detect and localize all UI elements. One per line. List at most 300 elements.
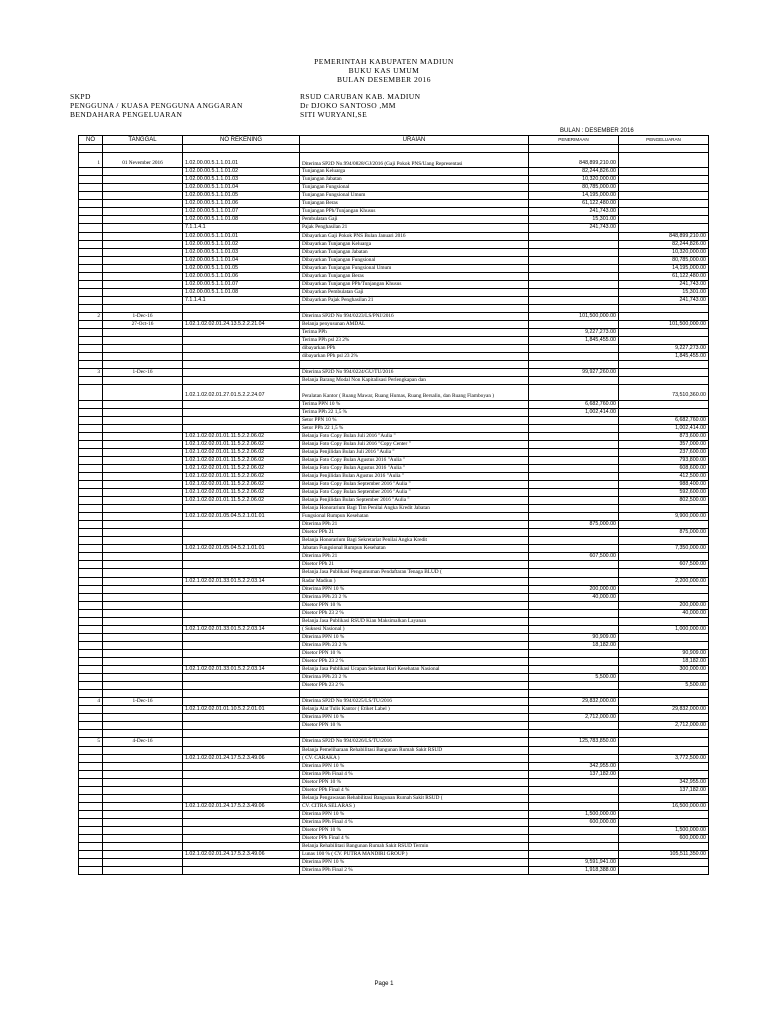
row-tanggal: 1-Dec-16 bbox=[103, 369, 183, 377]
row-tanggal bbox=[103, 416, 183, 424]
row-tanggal bbox=[103, 553, 183, 561]
table-row bbox=[79, 730, 709, 738]
row-pengeluaran: 16,500,000.00 bbox=[619, 802, 709, 810]
row-no bbox=[79, 456, 103, 464]
row-rekening bbox=[183, 521, 300, 529]
row-tanggal bbox=[103, 770, 183, 778]
row-pengeluaran bbox=[619, 521, 709, 529]
row-no bbox=[79, 641, 103, 649]
row-penerimaan: 875,000.00 bbox=[529, 521, 619, 529]
row-uraian bbox=[300, 145, 529, 153]
row-rekening: 1.02.00.00.5.1.1.01.01 bbox=[183, 232, 300, 240]
row-no bbox=[79, 649, 103, 657]
row-tanggal bbox=[103, 521, 183, 529]
row-penerimaan bbox=[529, 256, 619, 264]
row-rekening: 1.02.00.00.5.1.1.01.04 bbox=[183, 184, 300, 192]
row-uraian: Diterima PPh 21 bbox=[300, 521, 529, 529]
row-rekening bbox=[183, 561, 300, 569]
row-penerimaan bbox=[529, 240, 619, 248]
row-tanggal bbox=[103, 400, 183, 408]
row-pengeluaran bbox=[619, 593, 709, 601]
row-pengeluaran: 14,195,000.00 bbox=[619, 264, 709, 272]
row-pengeluaran: 137,182.00 bbox=[619, 786, 709, 794]
row-rekening bbox=[183, 505, 300, 513]
row-tanggal bbox=[103, 843, 183, 851]
row-uraian: Diterima SP2D No 994/0226/LS/TU/2016 bbox=[300, 738, 529, 746]
row-tanggal: 1-Dec-16 bbox=[103, 312, 183, 320]
row-pengeluaran: 80,785,000.00 bbox=[619, 256, 709, 264]
row-penerimaan bbox=[529, 321, 619, 329]
table-row bbox=[79, 786, 709, 794]
table-row bbox=[79, 208, 709, 216]
row-tanggal bbox=[103, 304, 183, 312]
row-pengeluaran bbox=[619, 810, 709, 818]
table-row bbox=[79, 545, 709, 553]
row-uraian: Terima PPN 10 % bbox=[300, 400, 529, 408]
row-penerimaan bbox=[529, 786, 619, 794]
row-tanggal bbox=[103, 280, 183, 288]
row-uraian: Belanja Alat Tulis Kantor ( Etiket Label ) bbox=[300, 706, 529, 714]
row-tanggal bbox=[103, 714, 183, 722]
row-uraian: Belanja Barang Modal Non Kapitalisasi Perlengkapan dan bbox=[300, 377, 529, 385]
row-penerimaan: 200,000.00 bbox=[529, 585, 619, 593]
row-rekening: 1.02.1.02.02.01.24.17.5.2.3.49.06 bbox=[183, 851, 300, 859]
row-tanggal bbox=[103, 690, 183, 698]
row-no bbox=[79, 859, 103, 867]
row-tanggal bbox=[103, 810, 183, 818]
row-rekening bbox=[183, 690, 300, 698]
row-no bbox=[79, 345, 103, 353]
row-tanggal bbox=[103, 361, 183, 369]
row-uraian: Diterima PPh 23 2 % bbox=[300, 641, 529, 649]
row-tanggal bbox=[103, 609, 183, 617]
row-penerimaan bbox=[529, 272, 619, 280]
row-rekening: 1.02.1.02.02.01.01.11.5.2.2.06.02 bbox=[183, 480, 300, 488]
row-uraian: Dibayarkan Tunjangan Fungsional Umum bbox=[300, 264, 529, 272]
row-rekening: 1.02.1.02.02.01.01.11.5.2.2.06.02 bbox=[183, 440, 300, 448]
row-penerimaan bbox=[529, 577, 619, 585]
row-uraian: Tunjangan Fungsional bbox=[300, 184, 529, 192]
table-row bbox=[79, 416, 709, 424]
row-rekening bbox=[183, 770, 300, 778]
table-row bbox=[79, 216, 709, 224]
row-penerimaan: 18,182.00 bbox=[529, 641, 619, 649]
row-pengeluaran: 300,000.00 bbox=[619, 666, 709, 674]
row-penerimaan bbox=[529, 304, 619, 312]
row-penerimaan bbox=[529, 601, 619, 609]
table-row bbox=[79, 464, 709, 472]
row-no bbox=[79, 489, 103, 497]
row-rekening bbox=[183, 312, 300, 320]
row-pengeluaran: 73,510,360.00 bbox=[619, 385, 709, 400]
row-no: 3 bbox=[79, 369, 103, 377]
table-row bbox=[79, 802, 709, 810]
row-pengeluaran: 90,909.00 bbox=[619, 649, 709, 657]
table-row bbox=[79, 778, 709, 786]
row-pengeluaran: 873,600.00 bbox=[619, 432, 709, 440]
row-no bbox=[79, 472, 103, 480]
row-no: 5 bbox=[79, 738, 103, 746]
row-penerimaan bbox=[529, 658, 619, 666]
row-no bbox=[79, 256, 103, 264]
row-no bbox=[79, 385, 103, 400]
row-no bbox=[79, 296, 103, 304]
table-row bbox=[79, 505, 709, 513]
row-pengeluaran: 61,122,480.00 bbox=[619, 272, 709, 280]
table-row bbox=[79, 145, 709, 153]
row-tanggal bbox=[103, 722, 183, 730]
row-tanggal bbox=[103, 826, 183, 834]
row-tanggal bbox=[103, 489, 183, 497]
table-row bbox=[79, 674, 709, 682]
row-pengeluaran: 40,000.00 bbox=[619, 609, 709, 617]
row-no bbox=[79, 802, 103, 810]
row-penerimaan: 1,002,414.00 bbox=[529, 408, 619, 416]
row-uraian: Disetor PPh Final 4 % bbox=[300, 786, 529, 794]
row-rekening bbox=[183, 722, 300, 730]
row-penerimaan bbox=[529, 377, 619, 385]
row-uraian: Disetor PPN 10 % bbox=[300, 649, 529, 657]
row-pengeluaran bbox=[619, 184, 709, 192]
row-uraian bbox=[300, 730, 529, 738]
table-row bbox=[79, 232, 709, 240]
row-rekening: 1.02.00.00.5.1.1.01.02 bbox=[183, 168, 300, 176]
row-no bbox=[79, 176, 103, 184]
row-no bbox=[79, 770, 103, 778]
row-penerimaan bbox=[529, 448, 619, 456]
row-rekening bbox=[183, 609, 300, 617]
row-uraian: ( Suksesi Nasional ) bbox=[300, 625, 529, 633]
row-no bbox=[79, 762, 103, 770]
row-pengeluaran bbox=[619, 192, 709, 200]
row-uraian: Pajak Penghasilan 21 bbox=[300, 224, 529, 232]
row-pengeluaran bbox=[619, 224, 709, 232]
col-no-rekening: NO REKENING bbox=[183, 136, 300, 145]
col-penerimaan: PENERIMAAN bbox=[529, 136, 619, 145]
row-tanggal bbox=[103, 288, 183, 296]
row-pengeluaran bbox=[619, 176, 709, 184]
row-tanggal bbox=[103, 577, 183, 585]
row-pengeluaran: 848,899,210.00 bbox=[619, 232, 709, 240]
row-rekening bbox=[183, 714, 300, 722]
row-uraian: Tunjangan PPh/Tunjangan Khusus bbox=[300, 208, 529, 216]
row-tanggal: 4-Dec-16 bbox=[103, 738, 183, 746]
row-uraian: Dibayarkan Pembulatan Gaji bbox=[300, 288, 529, 296]
table-row bbox=[79, 633, 709, 641]
row-no bbox=[79, 192, 103, 200]
row-no bbox=[79, 529, 103, 537]
table-row bbox=[79, 851, 709, 859]
row-rekening bbox=[183, 835, 300, 843]
row-rekening: 1.02.00.00.5.1.1.01.02 bbox=[183, 240, 300, 248]
table-row bbox=[79, 472, 709, 480]
row-uraian: Tunjangan Jabatan bbox=[300, 176, 529, 184]
row-no bbox=[79, 818, 103, 826]
row-uraian: Belanja Penjilidan Bulan September 2016 "Aulia " bbox=[300, 497, 529, 505]
row-uraian: Belanja Rehabilitasi Bangunan Rumah Sakit RSUD Termin bbox=[300, 843, 529, 851]
row-no bbox=[79, 232, 103, 240]
row-penerimaan bbox=[529, 843, 619, 851]
row-rekening bbox=[183, 658, 300, 666]
row-no bbox=[79, 248, 103, 256]
row-pengeluaran: 2,200,000.00 bbox=[619, 577, 709, 585]
row-penerimaan: 61,122,480.00 bbox=[529, 200, 619, 208]
row-tanggal bbox=[103, 641, 183, 649]
row-uraian: Diterima PPN 10 % bbox=[300, 714, 529, 722]
row-pengeluaran bbox=[619, 168, 709, 176]
row-penerimaan bbox=[529, 264, 619, 272]
table-row bbox=[79, 304, 709, 312]
row-no bbox=[79, 714, 103, 722]
row-pengeluaran: 1,845,455.00 bbox=[619, 353, 709, 361]
row-pengeluaran bbox=[619, 369, 709, 377]
row-penerimaan bbox=[529, 537, 619, 545]
row-rekening bbox=[183, 762, 300, 770]
row-penerimaan bbox=[529, 440, 619, 448]
row-penerimaan bbox=[529, 682, 619, 690]
row-tanggal bbox=[103, 537, 183, 545]
row-uraian: Radar Madiun ) bbox=[300, 577, 529, 585]
row-tanggal bbox=[103, 778, 183, 786]
row-uraian: Dibayarkan Tunjangan PPh/Tunjangan Khusus bbox=[300, 280, 529, 288]
row-penerimaan: 125,783,850.00 bbox=[529, 738, 619, 746]
meta-value-bendahara: SITI WURYANI,SE bbox=[300, 110, 368, 119]
table-row bbox=[79, 288, 709, 296]
row-no bbox=[79, 448, 103, 456]
row-rekening: 1.02.1.02.02.01.01.11.5.2.2.06.02 bbox=[183, 432, 300, 440]
row-penerimaan: 99,927,260.00 bbox=[529, 369, 619, 377]
row-no bbox=[79, 867, 103, 875]
table-row bbox=[79, 408, 709, 416]
row-no bbox=[79, 424, 103, 432]
row-rekening bbox=[183, 738, 300, 746]
row-penerimaan bbox=[529, 706, 619, 714]
row-no bbox=[79, 786, 103, 794]
row-pengeluaran bbox=[619, 730, 709, 738]
row-rekening: 1.02.1.02.02.01.33.01.5.2.2.03.14 bbox=[183, 625, 300, 633]
row-rekening bbox=[183, 843, 300, 851]
row-pengeluaran bbox=[619, 690, 709, 698]
row-pengeluaran: 82,244,826.00 bbox=[619, 240, 709, 248]
row-rekening: 1.02.1.02.02.01.01.10.5.2.2.01.01 bbox=[183, 706, 300, 714]
row-penerimaan: 5,500.00 bbox=[529, 674, 619, 682]
row-uraian: Peralatan Kantor ( Ruang Mawar, Ruang Humas, Ruang Bersalin, dan Ruang Flamboyan ) bbox=[300, 385, 529, 400]
row-pengeluaran: 105,511,350.00 bbox=[619, 851, 709, 859]
row-pengeluaran: 6,682,760.00 bbox=[619, 416, 709, 424]
row-tanggal bbox=[103, 625, 183, 633]
row-pengeluaran bbox=[619, 714, 709, 722]
row-penerimaan bbox=[529, 505, 619, 513]
row-penerimaan: 15,301.00 bbox=[529, 216, 619, 224]
row-rekening bbox=[183, 353, 300, 361]
meta-label-pengguna: PENGGUNA / KUASA PENGGUNA ANGGARAN bbox=[70, 101, 243, 110]
row-uraian: Diterima SP2D No 994/0223/LS/PNJ/2016 bbox=[300, 312, 529, 320]
table-row bbox=[79, 658, 709, 666]
row-rekening: 1.02.1.02.02.01.01.11.5.2.2.06.02 bbox=[183, 497, 300, 505]
row-penerimaan: 1,918,388.00 bbox=[529, 867, 619, 875]
row-no bbox=[79, 593, 103, 601]
row-no bbox=[79, 746, 103, 754]
table-row bbox=[79, 400, 709, 408]
row-pengeluaran: 101,500,000.00 bbox=[619, 321, 709, 329]
row-uraian: Dibayarkan Tunjangan Beras bbox=[300, 272, 529, 280]
table-row bbox=[79, 609, 709, 617]
row-no bbox=[79, 224, 103, 232]
row-rekening bbox=[183, 746, 300, 754]
meta-label-bendahara: BENDAHARA PENGELUARAN bbox=[70, 110, 183, 119]
row-rekening bbox=[183, 818, 300, 826]
table-row bbox=[79, 738, 709, 746]
row-pengeluaran: 3,772,500.00 bbox=[619, 754, 709, 762]
row-no bbox=[79, 432, 103, 440]
row-tanggal bbox=[103, 472, 183, 480]
table-row bbox=[79, 706, 709, 714]
row-penerimaan: 82,244,826.00 bbox=[529, 168, 619, 176]
meta-label-skpd: SKPD bbox=[70, 92, 91, 101]
col-no: NO bbox=[79, 136, 103, 145]
row-uraian: Belanja Foto Copy Bulan September 2016 "Aulia " bbox=[300, 480, 529, 488]
table-row bbox=[79, 312, 709, 320]
row-pengeluaran bbox=[619, 674, 709, 682]
row-penerimaan bbox=[529, 248, 619, 256]
row-no bbox=[79, 617, 103, 625]
row-uraian: Diterima PPh 23 2 % bbox=[300, 674, 529, 682]
table-row bbox=[79, 617, 709, 625]
table-row bbox=[79, 337, 709, 345]
row-pengeluaran bbox=[619, 867, 709, 875]
table-row bbox=[79, 200, 709, 208]
row-penerimaan: 6,682,760.00 bbox=[529, 400, 619, 408]
row-rekening bbox=[183, 859, 300, 867]
row-pengeluaran bbox=[619, 746, 709, 754]
row-no bbox=[79, 216, 103, 224]
table-row bbox=[79, 361, 709, 369]
row-penerimaan bbox=[529, 802, 619, 810]
row-tanggal bbox=[103, 529, 183, 537]
table-row bbox=[79, 184, 709, 192]
row-no bbox=[79, 272, 103, 280]
table-row bbox=[79, 432, 709, 440]
row-rekening: 1.02.1.02.02.01.01.11.5.2.2.06.02 bbox=[183, 489, 300, 497]
row-rekening: 1.02.1.02.02.01.01.11.5.2.2.06.02 bbox=[183, 464, 300, 472]
row-pengeluaran bbox=[619, 859, 709, 867]
row-pengeluaran bbox=[619, 641, 709, 649]
row-pengeluaran: 357,000.00 bbox=[619, 440, 709, 448]
row-tanggal bbox=[103, 345, 183, 353]
row-tanggal bbox=[103, 200, 183, 208]
row-pengeluaran bbox=[619, 408, 709, 416]
row-penerimaan bbox=[529, 280, 619, 288]
page-footer: Page 1 bbox=[374, 981, 394, 987]
row-penerimaan bbox=[529, 617, 619, 625]
row-tanggal bbox=[103, 408, 183, 416]
row-no bbox=[79, 682, 103, 690]
table-row bbox=[79, 649, 709, 657]
header-line-3: BULAN DESEMBER 2016 bbox=[336, 75, 432, 84]
row-uraian: Disetor PPh 23 2 % bbox=[300, 682, 529, 690]
row-rekening: 1.02.00.00.5.1.1.01.05 bbox=[183, 264, 300, 272]
table-row bbox=[79, 843, 709, 851]
row-no bbox=[79, 168, 103, 176]
table-header-row bbox=[79, 136, 709, 145]
row-penerimaan bbox=[529, 826, 619, 834]
table-row bbox=[79, 569, 709, 577]
row-rekening bbox=[183, 377, 300, 385]
table-row bbox=[79, 762, 709, 770]
row-uraian: Jabatan Fungsional Rumpun Kesehatan bbox=[300, 545, 529, 553]
row-uraian: Terima PPh psl 23 2% bbox=[300, 337, 529, 345]
row-tanggal bbox=[103, 176, 183, 184]
row-pengeluaran: 241,743.00 bbox=[619, 296, 709, 304]
row-penerimaan bbox=[529, 609, 619, 617]
row-tanggal: 1-Dec-16 bbox=[103, 698, 183, 706]
row-uraian: Belanja Penjilidan Bulan Juli 2016 "Aulia " bbox=[300, 448, 529, 456]
row-rekening bbox=[183, 698, 300, 706]
table-row bbox=[79, 329, 709, 337]
row-no bbox=[79, 408, 103, 416]
row-tanggal bbox=[103, 835, 183, 843]
row-uraian: Belanja Pemeliharaan Rehabilitasi Bangunan Rumah Sakit RSUD bbox=[300, 746, 529, 754]
row-uraian: Belanja Foto Copy Bulan Agustus 2016 "Aulia " bbox=[300, 464, 529, 472]
row-uraian: Terima PPh 22 1,5 % bbox=[300, 408, 529, 416]
row-rekening bbox=[183, 601, 300, 609]
ledger-table bbox=[78, 135, 709, 875]
row-tanggal bbox=[103, 385, 183, 400]
row-tanggal bbox=[103, 601, 183, 609]
row-rekening bbox=[183, 569, 300, 577]
row-no: 4 bbox=[79, 698, 103, 706]
row-tanggal bbox=[103, 754, 183, 762]
row-tanggal bbox=[103, 746, 183, 754]
row-no bbox=[79, 377, 103, 385]
table-row bbox=[79, 859, 709, 867]
row-pengeluaran: 1,002,414.00 bbox=[619, 424, 709, 432]
row-pengeluaran: 802,500.00 bbox=[619, 497, 709, 505]
row-uraian: Belanja Honorarium Bagi Sekretariat Penilai Angka Kredit bbox=[300, 537, 529, 545]
row-no bbox=[79, 264, 103, 272]
row-penerimaan: 40,000.00 bbox=[529, 593, 619, 601]
table-row bbox=[79, 345, 709, 353]
row-tanggal bbox=[103, 480, 183, 488]
row-pengeluaran bbox=[619, 698, 709, 706]
row-uraian: Dibayarkan Pajak Penghasilan 21 bbox=[300, 296, 529, 304]
row-tanggal bbox=[103, 424, 183, 432]
row-rekening bbox=[183, 400, 300, 408]
row-pengeluaran: 5,500.00 bbox=[619, 682, 709, 690]
row-uraian bbox=[300, 304, 529, 312]
row-no bbox=[79, 400, 103, 408]
row-rekening bbox=[183, 361, 300, 369]
row-rekening bbox=[183, 553, 300, 561]
row-no bbox=[79, 184, 103, 192]
row-pengeluaran: 875,000.00 bbox=[619, 529, 709, 537]
table-row bbox=[79, 585, 709, 593]
row-uraian: Diterima PPh 23 2 % bbox=[300, 593, 529, 601]
row-no bbox=[79, 706, 103, 714]
row-pengeluaran: 592,600.00 bbox=[619, 489, 709, 497]
row-tanggal bbox=[103, 851, 183, 859]
row-pengeluaran: 15,301.00 bbox=[619, 288, 709, 296]
row-rekening: 1.02.00.00.5.1.1.01.04 bbox=[183, 256, 300, 264]
row-tanggal bbox=[103, 794, 183, 802]
row-rekening bbox=[183, 826, 300, 834]
row-tanggal bbox=[103, 730, 183, 738]
row-no bbox=[79, 416, 103, 424]
table-row bbox=[79, 224, 709, 232]
row-uraian: Diterima PPh Final 2 % bbox=[300, 867, 529, 875]
row-rekening bbox=[183, 337, 300, 345]
row-rekening: 1.02.00.00.5.1.1.01.05 bbox=[183, 192, 300, 200]
